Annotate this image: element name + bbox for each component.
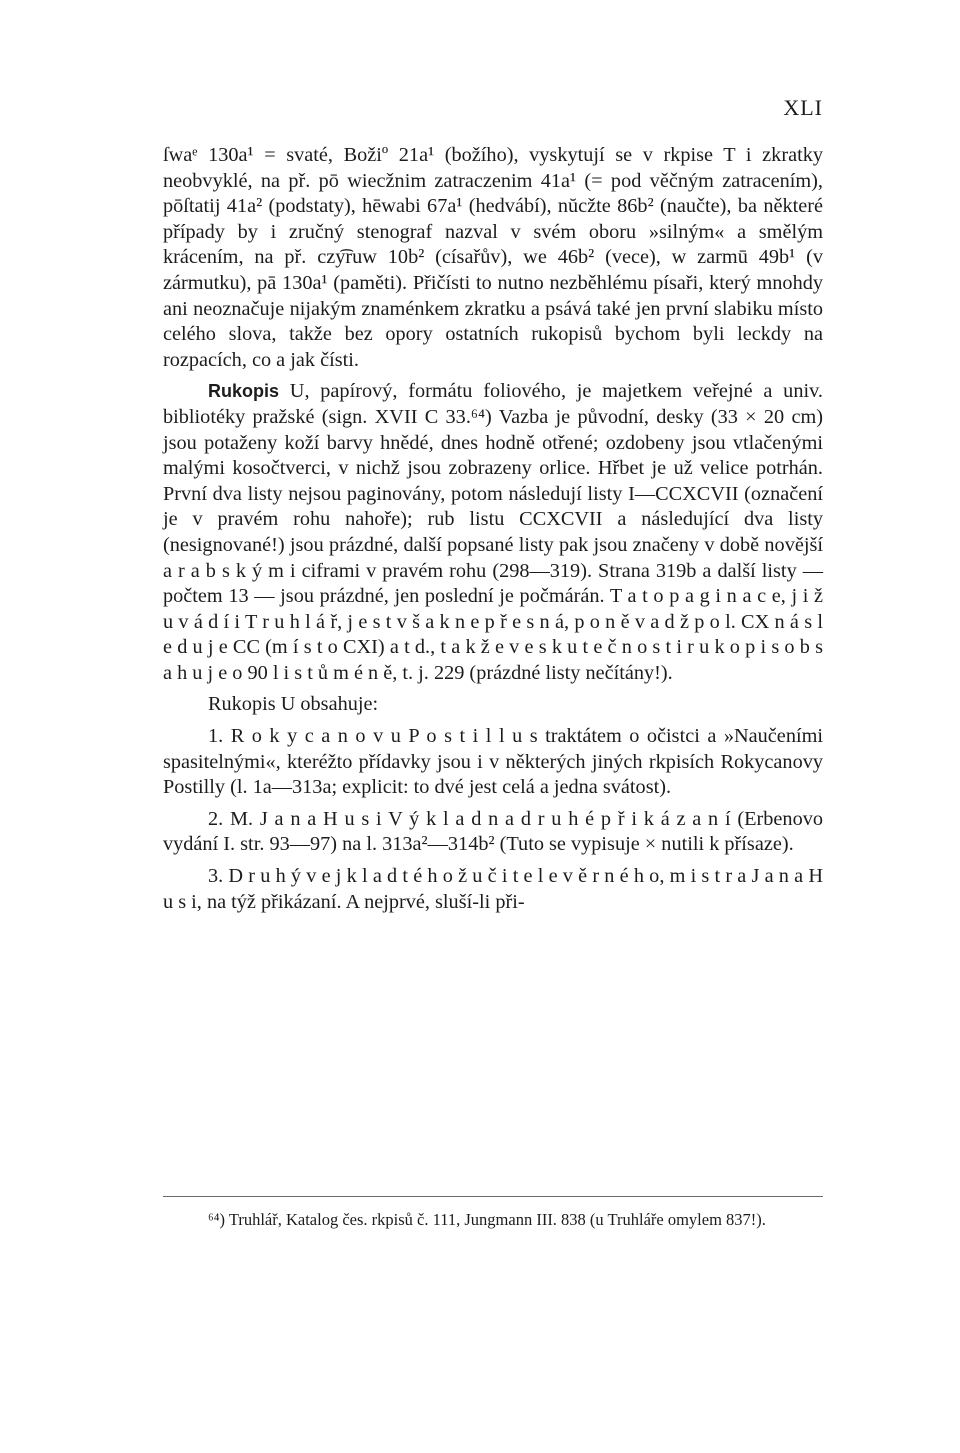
paragraph-item-3: 3. D r u h ý v e j k l a d t é h o ž u č i t e l e v ě r n é h o, m i s t r a J a n a H u s i, na týž přikázaní. A nejprvé, sluší-li při- [163,865,823,913]
paragraph-item-1: 1. R o k y c a n o v u P o s t i l l u s traktátem o očistci a »Naučeními spasitelnými«, kteréžto přídavky jsou i v některých jiných rkpisích Rokycanovy Postilly (l. 1a—313a; explicit: to dvé jest celá a jedna svátost). [163,725,823,799]
paragraph-item-2: 2. M. J a n a H u s i V ý k l a d n a d r u h é p ř i k á z a n í (Erbenovo vydání I. str. 93—97) na l. 313a²—314b² (Tuto se vypisuje × nutili k přísaze). [163,807,823,856]
paragraph-contents-heading: Rukopis U obsahuje: [208,693,379,716]
footnote-64: ⁶⁴) Truhlář, Katalog čes. rkpisů č. 111, Jungmann III. 838 (u Truhláře omylem 837!). [208,1210,766,1229]
manuscript-label: Rukopis [208,381,280,402]
page-number: XLI [783,95,823,120]
footnote-divider [163,1196,823,1197]
paragraph-abbreviations: ſwaᵉ 130a¹ = svaté, Božiº 21a¹ (božího), vyskytují se v rkpise T i zkratky neobvyklé, na př. pō wiecžnim zatraczenim 41a¹ (= pod věčným zatracením), pōſtatij 41a² (podstaty), hēwabi 67a¹ (hedvábí), nŭcžte 86b² (naučte), ba některé případy by i zručný stenograf nazval v svém oboru »silným« a smělým krácením, na př. czy͡ruw 10b² (císařův), we 46b² (vece), w zarmū 49b¹ (v zármutku), pā 130a¹ (paměti). Přičísti to nutno nezběhlému písaři, který mnohdy ani neoznačuje nijakým znaménkem zkratku a psává také jen první slabiku místo celého slova, takže bez opory ostatních rukopisů bychom byli leckdy na rozpacích, co a jak čísti. [163,144,823,371]
body-text [163,143,823,915]
manuscript-description: U, papírový, formátu foliového, je majetkem veřejné a univ. bibliotéky pražské (sign. XVII C 33.⁶⁴) Vazba je původní, desky (33 × 20 cm) jsou potaženy koží barvy hnědé, dnes hodně otřené; ozdobeny jsou vtlačenými malými kosočtverci, v nichž jsou zobrazeny orlice. Hřbet je už velice potrhán. První dva listy nejsou paginovány, potom následují listy I—CCXCVII (označení je v pravém rohu nahoře); rub listu CCXCVII a následující dva listy (nesignované!) jsou prázdné, další popsané listy pak jsou značeny v době novější a r a b s k ý m i ciframi v pravém rohu (298—319). Strana 319b a další listy — počtem 13 — jsou prázdné, jen poslední je počmárán. T a t o p a g i n a c e, j i ž u v á d í i T r u h l á ř, j e s t v š a k n e p ř e s n á, p o n ě v a d ž p o l. CX n á s l e d u j e CC (m í s t o CXI) a t d., t a k ž e v e s k u t e č n o s t i r u k o p i s o b s a h u j e o 90 l i s t ů m é n ě, t. j. 229 (prázdné listy nečítány!). [163,380,823,684]
paragraph-manuscript-u [163,379,823,686]
